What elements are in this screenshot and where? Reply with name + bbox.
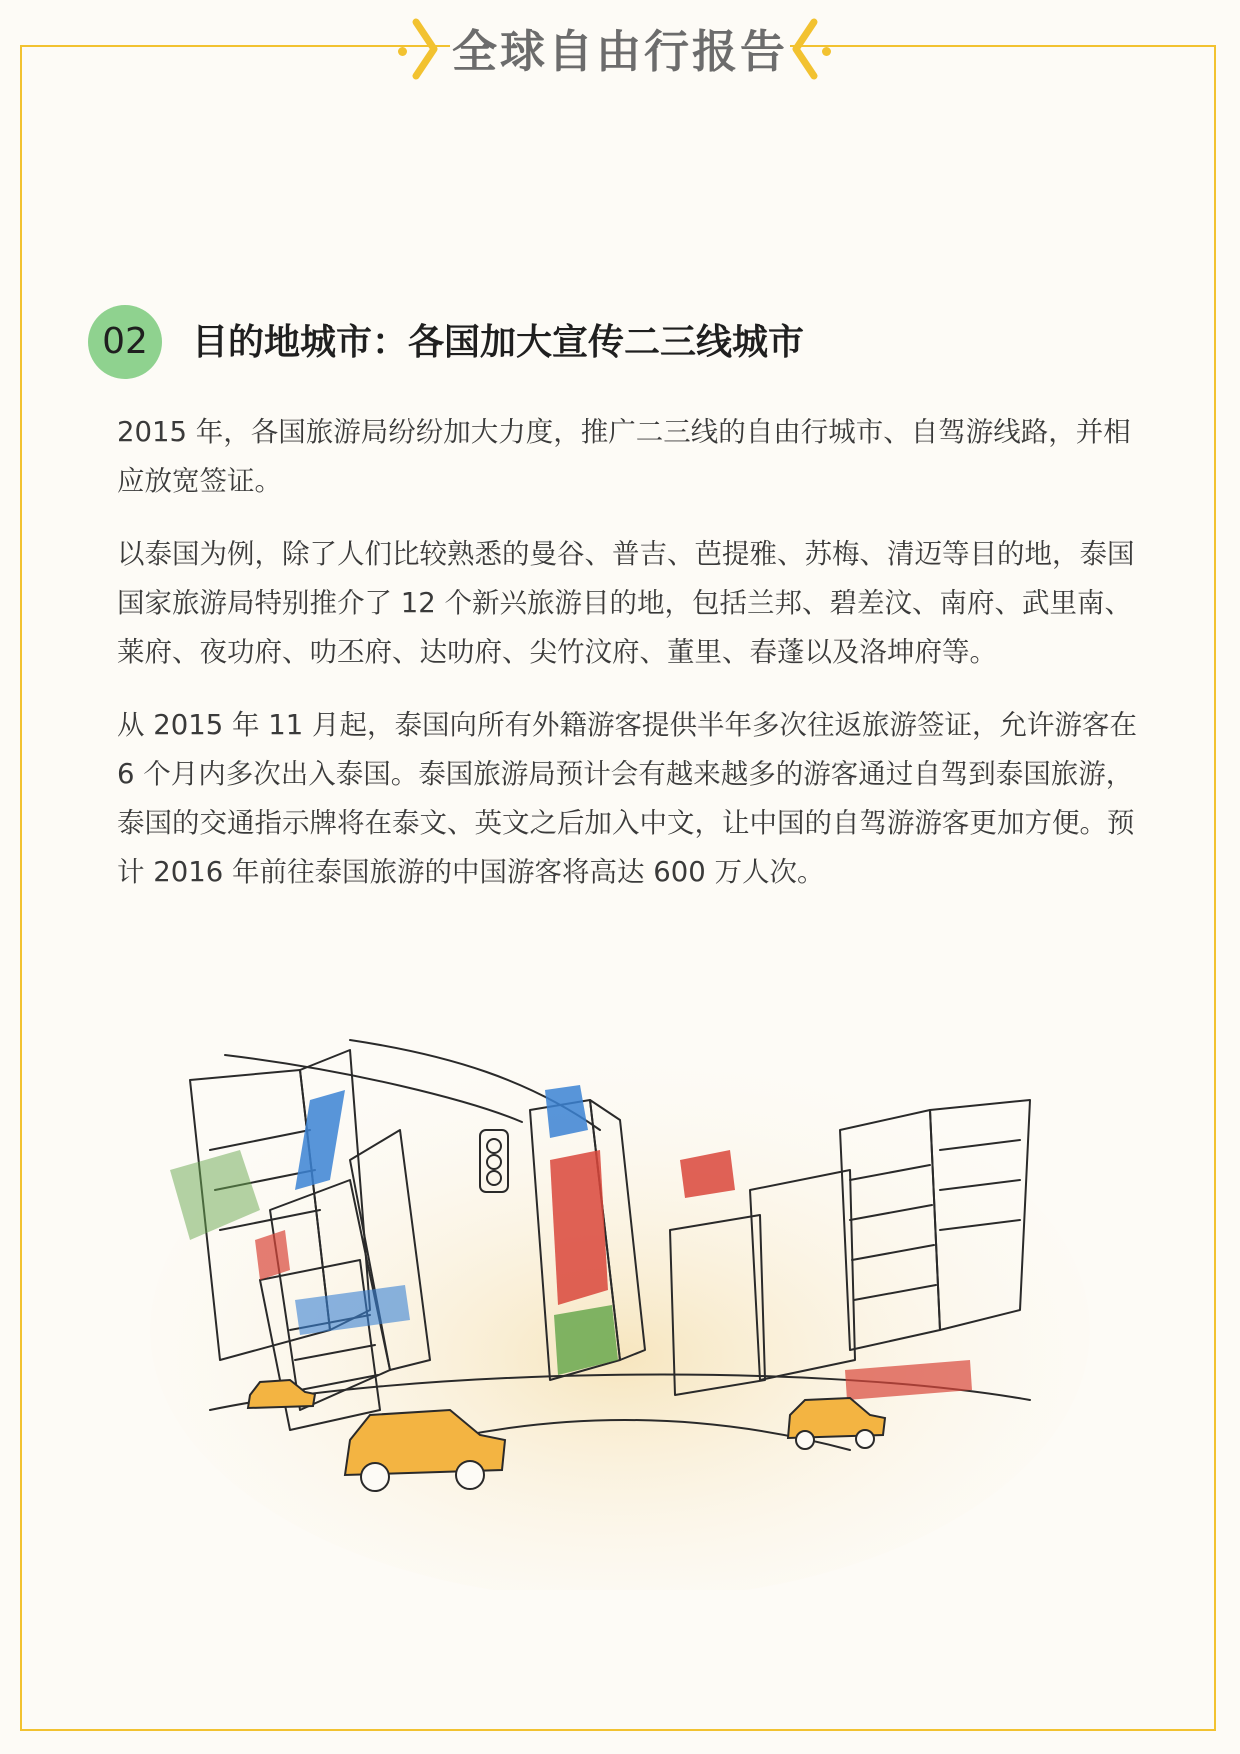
section-number-badge: 02: [88, 305, 162, 379]
city-street-illustration: [150, 1030, 1090, 1590]
body-text: [117, 408, 1137, 921]
paragraph: 2015 年，各国旅游局纷纷加大力度，推广二三线的自由行城市、自驾游线路，并相应放宽签证。: [117, 416, 1131, 497]
header-banner: [0, 8, 1240, 82]
paragraph: 以泰国为例，除了人们比较熟悉的曼谷、普吉、芭提雅、苏梅、清迈等目的地，泰国国家旅游局特别推介了 12 个新兴旅游目的地，包括兰邦、碧差汶、南府、武里南、莱府、夜功府、叻丕府、达叻府、尖竹汶府、董里、春蓬以及洛坤府等。: [117, 538, 1135, 668]
chevron-left-icon: [790, 16, 820, 82]
paragraph: 从 2015 年 11 月起，泰国向所有外籍游客提供半年多次往返旅游签证，允许游客在 6 个月内多次出入泰国。泰国旅游局预计会有越来越多的游客通过自驾到泰国旅游，泰国的交通指示牌将在泰文、英文之后加入中文，让中国的自驾游游客更加方便。预计 2016 年前往泰国旅游的中国游客将高达 600 万人次。: [117, 709, 1137, 888]
chevron-right-icon: [410, 16, 440, 82]
header-title: 全球自由行报告: [450, 22, 790, 82]
header-dot-right: [822, 47, 831, 56]
section-title: 目的地城市：各国加大宣传二三线城市: [192, 322, 805, 363]
header-dot-left: [398, 47, 407, 56]
